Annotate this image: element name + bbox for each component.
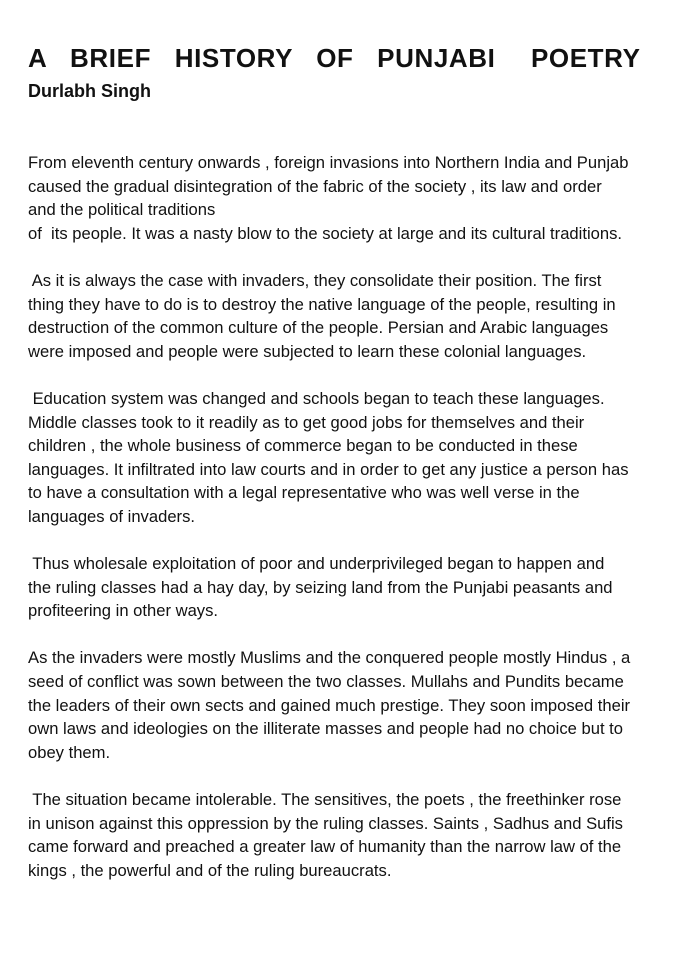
author-name: Durlabh Singh [28, 81, 151, 101]
paragraph-line: to have a consultation with a legal representative who was well verse in the [28, 483, 580, 503]
paragraph-line: kings , the powerful and of the ruling bureaucrats. [28, 860, 392, 880]
paragraph-line: thing they have to do is to destroy the native language of the people, resulting in [28, 294, 616, 314]
paragraph-line: of its people. It was a nasty blow to the society at large and its cultural traditions. [28, 223, 622, 243]
paragraph-line: seed of conflict was sown between the two classes. Mullahs and Pundits became [28, 672, 624, 692]
paragraph-line: the leaders of their own sects and gained much prestige. They soon imposed their [28, 695, 631, 715]
paragraph-line: Education system was changed and schools began to teach these languages. [28, 388, 605, 408]
paragraph-line: As it is always the case with invaders, they consolidate their position. The first [28, 270, 602, 290]
paragraph-line: came forward and preached a greater law of humanity than the narrow law of the [28, 837, 622, 857]
paragraph-5 [28, 646, 688, 764]
paragraph-line: languages of invaders. [28, 506, 195, 526]
paragraph-1 [28, 151, 688, 245]
paragraph-line: caused the gradual disintegration of the fabric of the society , its law and order [28, 176, 602, 196]
paragraph-line: obey them. [28, 742, 111, 762]
paragraph-line: the ruling classes had a hay day, by seizing land from the Punjabi peasants and [28, 577, 613, 597]
document-title: A BRIEF HISTORY OF PUNJABI POETRY [28, 43, 641, 73]
paragraph-6 [28, 788, 688, 882]
paragraph-line: From eleventh century onwards , foreign invasions into Northern India and Punjab [28, 153, 629, 172]
paragraph-line: The situation became intolerable. The sensitives, the poets , the freethinker rose [28, 790, 622, 810]
paragraph-2 [28, 269, 688, 363]
paragraph-line: Thus wholesale exploitation of poor and underprivileged began to happen and [28, 554, 605, 574]
paragraph-4 [28, 552, 688, 623]
document-body [28, 151, 688, 906]
paragraph-line: As the invaders were mostly Muslims and the conquered people mostly Hindus , a [28, 648, 631, 668]
paragraph-line: destruction of the common culture of the people. Persian and Arabic languages [28, 318, 609, 338]
paragraph-line: and the political traditions [28, 200, 216, 220]
paragraph-line: were imposed and people were subjected to learn these colonial languages. [28, 341, 587, 361]
paragraph-line: languages. It infiltrated into law courts and in order to get any justice a person has [28, 459, 629, 479]
paragraph-line: profiteering in other ways. [28, 601, 219, 621]
paragraph-3 [28, 387, 688, 529]
paragraph-line: Middle classes took to it readily as to get good jobs for themselves and their [28, 412, 585, 432]
paragraph-line: children , the whole business of commerce began to be conducted in these [28, 436, 578, 456]
paragraph-line: in unison against this oppression by the ruling classes. Saints , Sadhus and Sufis [28, 813, 623, 833]
paragraph-line: own laws and ideologies on the illiterate masses and people had no choice but to [28, 719, 624, 739]
